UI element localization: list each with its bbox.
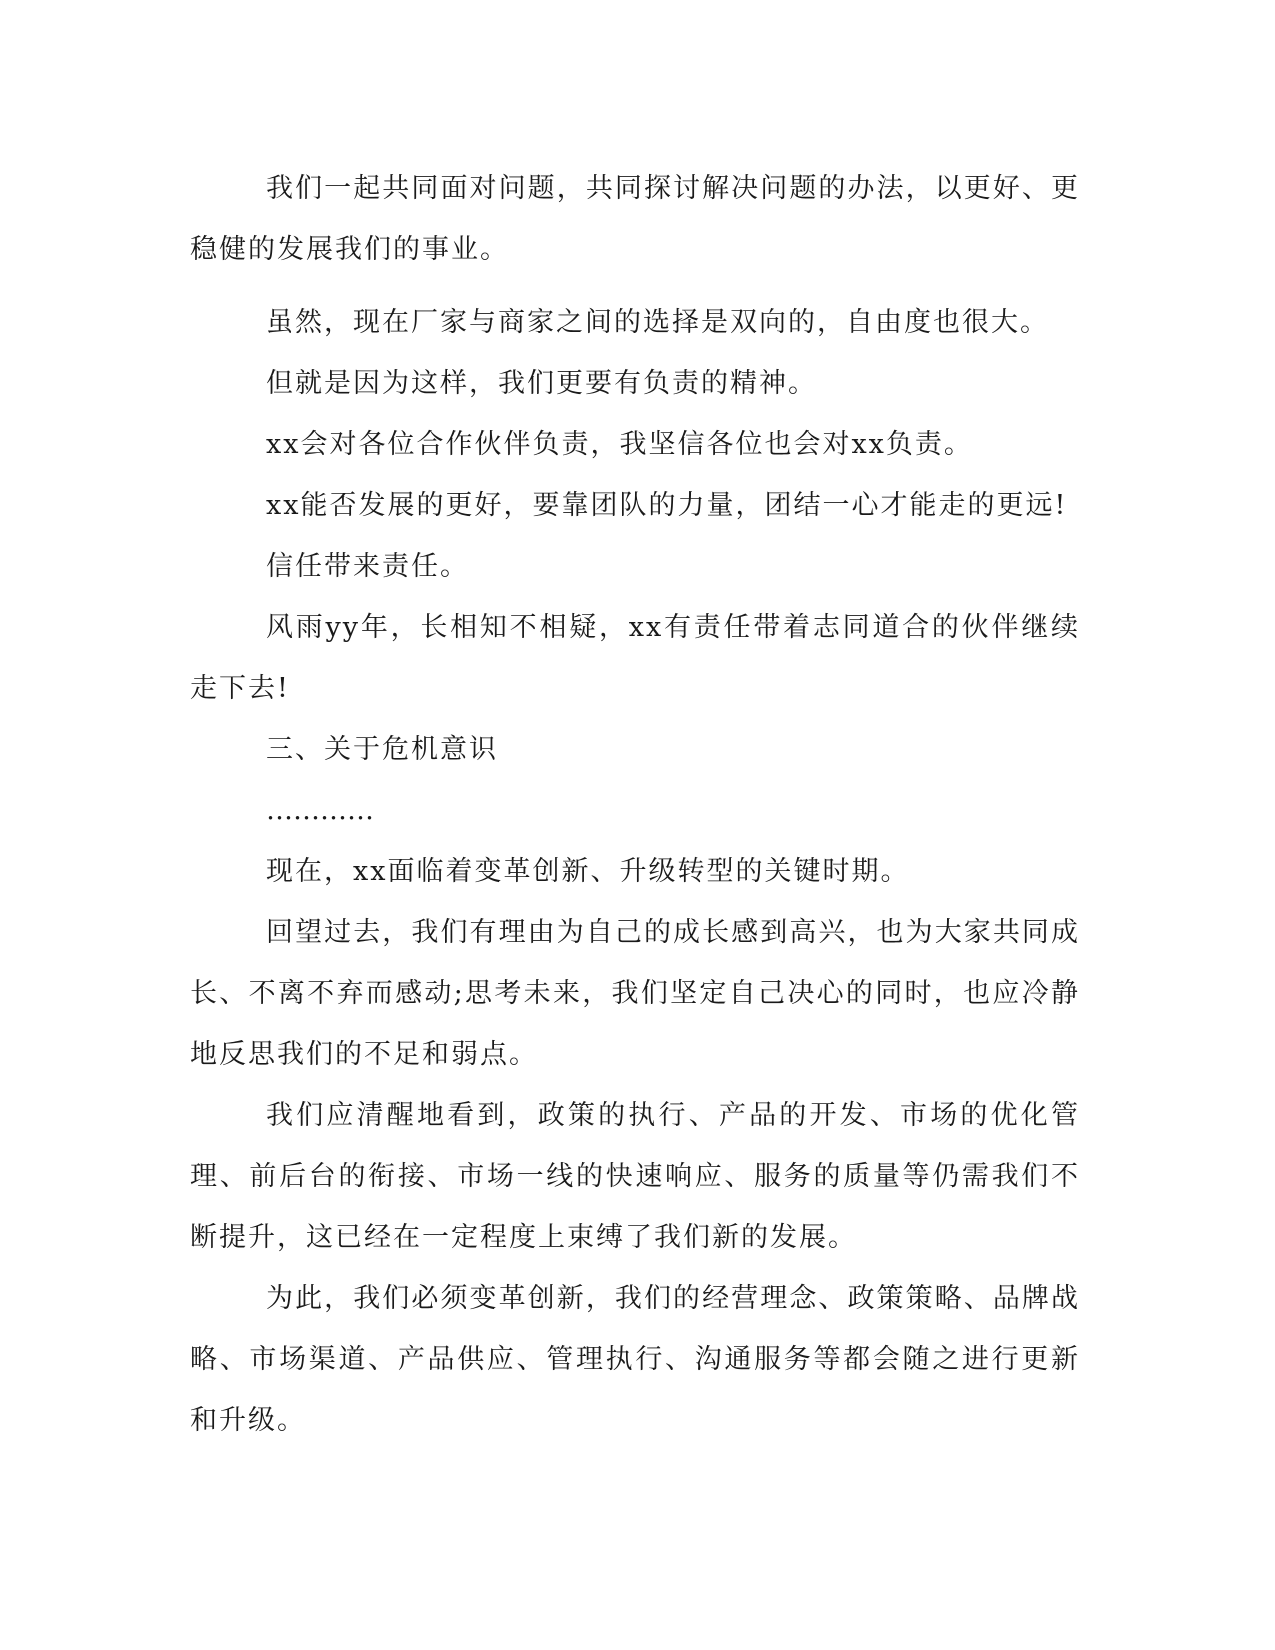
document-body xyxy=(190,158,1080,1451)
paragraph-7: 风雨yy年，长相知不相疑，xx有责任带着志同道合的伙伴继续走下去! xyxy=(190,612,1080,704)
paragraph-11: 为此，我们必须变革创新，我们的经营理念、政策策略、品牌战略、市场渠道、产品供应、管理执行、沟通服务等都会随之进行更新和升级。 xyxy=(190,1283,1080,1436)
paragraph-3: 但就是因为这样，我们更要有负责的精神。 xyxy=(266,368,817,399)
ellipsis-line: ………… xyxy=(266,795,374,826)
section-heading: 三、关于危机意识 xyxy=(266,734,498,765)
paragraph-10: 我们应清醒地看到，政策的执行、产品的开发、市场的优化管理、前后台的衔接、市场一线的快速响应、服务的质量等仍需我们不断提升，这已经在一定程度上束缚了我们新的发展。 xyxy=(190,1100,1080,1253)
paragraph-6: 信任带来责任。 xyxy=(266,551,469,582)
paragraph-2: 虽然，现在厂家与商家之间的选择是双向的，自由度也很大。 xyxy=(266,307,1049,338)
paragraph-1: 我们一起共同面对问题，共同探讨解决问题的办法，以更好、更稳健的发展我们的事业。 xyxy=(190,173,1080,265)
paragraph-8: 现在，xx面临着变革创新、升级转型的关键时期。 xyxy=(266,856,910,887)
paragraph-9: 回望过去，我们有理由为自己的成长感到高兴，也为大家共同成长、不离不弃而感动;思考未来，我们坚定自己决心的同时，也应冷静地反思我们的不足和弱点。 xyxy=(190,917,1080,1070)
paragraph-4: xx会对各位合作伙伴负责，我坚信各位也会对xx负责。 xyxy=(266,429,973,460)
paragraph-5: xx能否发展的更好，要靠团队的力量，团结一心才能走的更远! xyxy=(266,490,1068,521)
